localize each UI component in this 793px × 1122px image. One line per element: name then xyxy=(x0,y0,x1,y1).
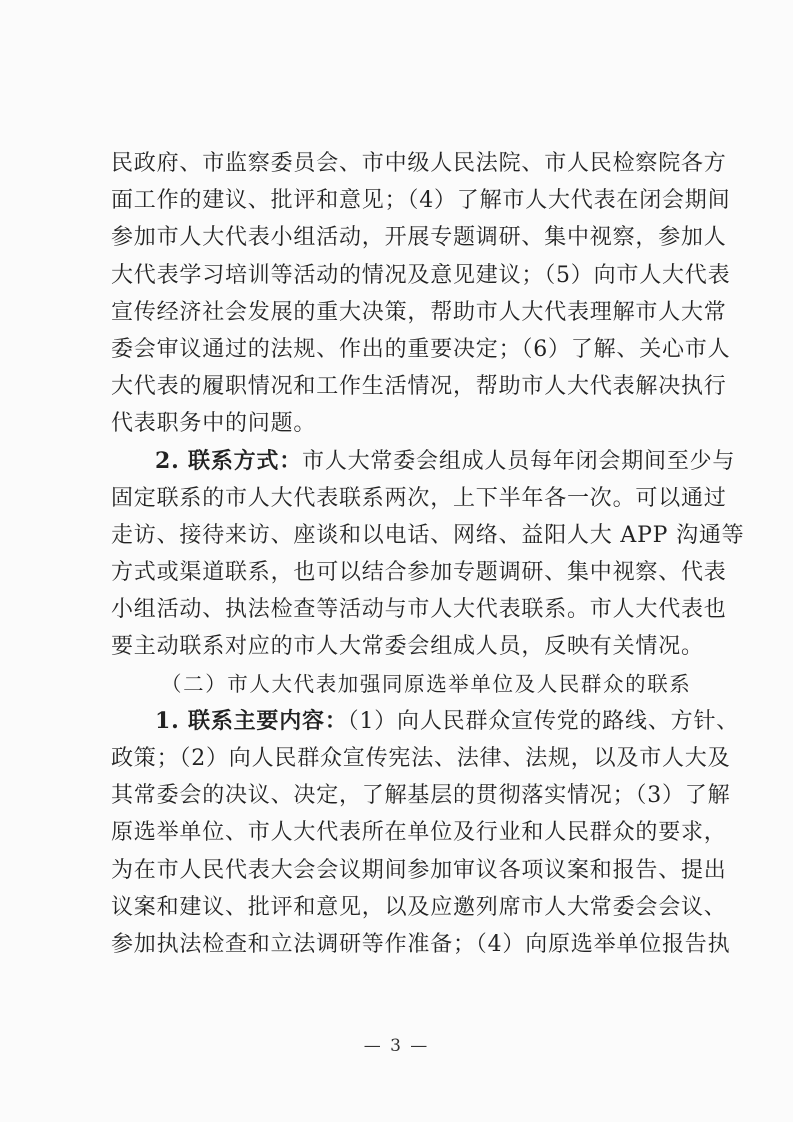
paragraph-heading-line: 1. 联系主要内容：（1）向人民群众宣传党的路线、方针、 xyxy=(155,707,740,734)
text-line: 参加市人大代表小组活动，开展专题调研、集中视察，参加人 xyxy=(111,225,727,251)
text-line: 走访、接待来访、座谈和以电话、网络、益阳人大 APP 沟通等 xyxy=(111,522,745,548)
text-line: 其常委会的决议、决定，了解基层的贯彻落实情况；（3）了解 xyxy=(111,783,731,809)
text-line: 要主动联系对应的市人大常委会组成人员，反映有关情况。 xyxy=(111,634,704,660)
text-line: 委会审议通过的法规、作出的重要决定；（6）了解、关心市人 xyxy=(111,336,731,362)
text-line: 为在市人民代表大会会议期间参加审议各项议案和报告、提出 xyxy=(111,857,727,883)
text-line: 参加执法检查和立法调研等作准备；（4）向原选举单位报告执 xyxy=(111,931,731,957)
bold-heading: 2. 联系方式： xyxy=(155,447,303,474)
bold-heading: 1. 联系主要内容： xyxy=(155,707,348,734)
text-line: 小组活动、执法检查等活动与市人大代表联系。市人大代表也 xyxy=(111,597,727,623)
text-line: 宣传经济社会发展的重大决策，帮助市人大代表理解市人大常 xyxy=(111,299,727,325)
paragraph-heading-line: 2. 联系方式：市人大常委会组成人员每年闭会期间至少与 xyxy=(155,447,736,474)
section-heading: （二）市人大代表加强同原选举单位及人民群众的联系 xyxy=(161,671,692,696)
text-line: 民政府、市监察委员会、市中级人民法院、市人民检察院各方 xyxy=(111,151,727,176)
text-line: 面工作的建议、批评和意见；（4）了解市人大代表在闭会期间 xyxy=(111,188,731,214)
text-line: 大代表的履职情况和工作生活情况，帮助市人大代表解决执行 xyxy=(111,374,727,400)
text-line: 方式或渠道联系，也可以结合参加专题调研、集中视察、代表 xyxy=(111,560,727,586)
text-line: 政策；（2）向人民群众宣传宪法、法律、法规，以及市人大及 xyxy=(111,746,731,771)
text-line: 大代表学习培训等活动的情况及意见建议；（5）向市人大代表 xyxy=(111,262,731,288)
text-line: 固定联系的市人大代表联系两次，上下半年各一次。可以通过 xyxy=(111,485,727,511)
page-number: — 3 — xyxy=(363,1036,430,1056)
text-line: 代表职务中的问题。 xyxy=(111,411,317,437)
body-text xyxy=(111,145,745,963)
text-line: 议案和建议、批评和意见，以及应邀列席市人大常委会会议、 xyxy=(111,894,727,920)
text-line: 原选举单位、市人大代表所在单位及行业和人民群众的要求， xyxy=(111,820,727,846)
